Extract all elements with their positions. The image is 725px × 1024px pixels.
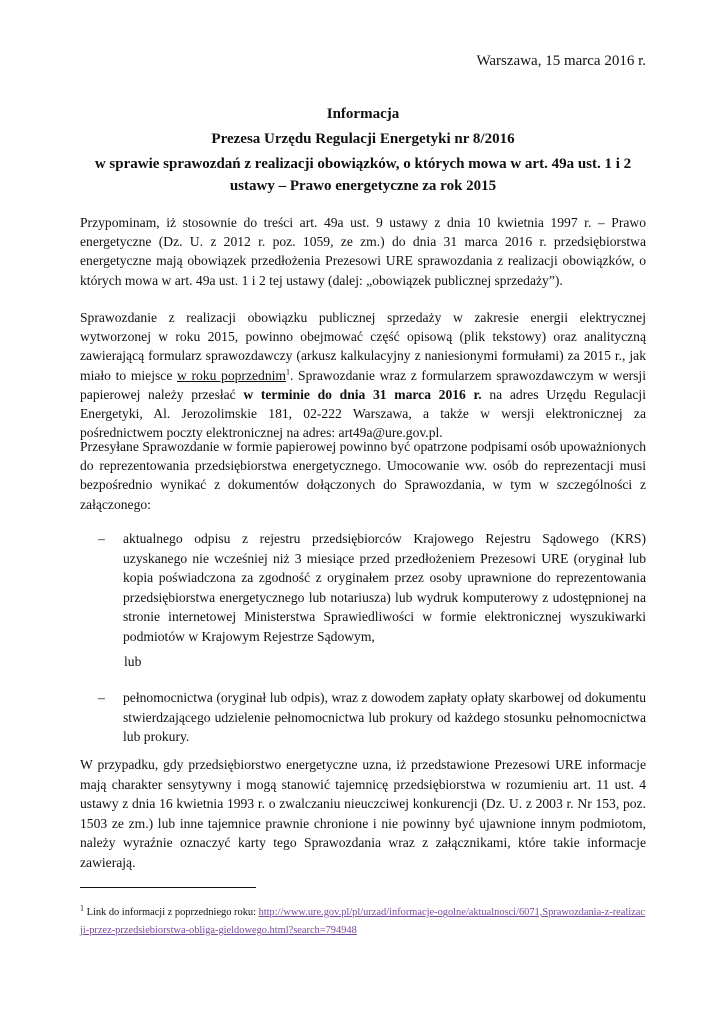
list-item	[80, 529, 646, 646]
document-heading	[80, 103, 646, 197]
document-date: Warszawa, 15 marca 2016 r.	[476, 53, 646, 69]
list-item-krs: aktualnego odpisu z rejestru przedsiębiorców Krajowego Rejestru Sądowego (KRS) uzyskanego nie wcześniej niż 3 miesiące przed przedłożeniem Prezesowi URE (oryginał lub kopia poświadczona za zgodność z oryginałem przez osoby uprawnione do reprezentowania przedsiębiorstwa energetycznego lub notariusza) lub wydruk komputerowy z udostępnionej na stronie internetowej Ministerstwa Sprawiedliwości w formie elektronicznej wyszukiwarki podmiotów w Krajowym Rejestrze Sądowym,	[123, 531, 646, 644]
dash-bullet: –	[98, 690, 105, 705]
footnote-ref[interactable]: 1	[285, 367, 290, 377]
list-separator: lub	[124, 654, 142, 669]
footnote-divider	[80, 887, 256, 888]
heading-subtitle: Prezesa Urzędu Regulacji Energetyki nr 8/2016	[211, 131, 515, 147]
paragraph-reminder: Przypominam, iż stosownie do treści art. 49a ust. 9 ustawy z dnia 10 kwietnia 1997 r. – Prawo energetyczne (Dz. U. z 2012 r. poz. 1059, ze zm.) do dnia 31 marca 2016 r. przedsiębiorstwa energetyczne mają obowiązek przedłożenia Prezesowi URE sprawozdania z realizacji obowiązków, o których mowa w art. 49a ust. 1 i 2 tej ustawy (dalej: „obowiązek publicznej sprzedaży”).	[80, 215, 646, 288]
footnote-number: 1	[80, 903, 84, 913]
paragraph-confidentiality: W przypadku, gdy przedsiębiorstwo energetyczne uzna, iż przedstawione Prezesowi URE informacje mają charakter sensytywny i mogą stanowić tajemnicę przedsiębiorstwa w rozumieniu art. 11 ust. 4 ustawy z dnia 16 kwietnia 1993 r. o zwalczaniu nieuczciwej konkurencji (Dz. U. z 2003 r. Nr 153, poz. 1503 ze zm.) lub inne tajemnice prawnie chronione i nie powinny być ujawnione innym podmiotom, należy wyraźnie oznaczyć karty tego Sprawozdania wraz z załącznikami, które takie informacje zawierają.	[80, 757, 646, 870]
list-item-power-of-attorney: pełnomocnictwa (oryginał lub odpis), wraz z dowodem zapłaty opłaty skarbowej od dokumentu stwierdzającego udzielenie pełnomocnictwa lub prokury od każdego stosunku pełnomocnictwa lub prokury.	[123, 690, 646, 744]
p2-text-1: Sprawozdanie z realizacji obowiązku publicznej sprzedaży w zakresie energii elektrycznej wytworzonej w roku 2015, powinno obejmować część opisową (plik tekstowy) oraz analityczną zawierającą formularz sprawozdawczy (arkusz kalkulacyjny z naniesionymi formułami) za 2015 r., jak miało to miejsce	[80, 310, 646, 383]
paragraph-signatures: Przesyłane Sprawozdanie w formie papierowej powinno być opatrzone podpisami osób upoważnionych do reprezentowania przedsiębiorstwa energetycznego. Umocowanie ww. osób do reprezentacji musi bezpośrednio wynikać z dokumentów dołączonych do Sprawozdania, w tym w szczególności z załączonego:	[80, 439, 646, 512]
footnote-link[interactable]: http://www.ure.gov.pl/pl/urzad/informacje-ogolne/aktualnosci/6071,Sprawozdania-z-realizacji-przez-przedsiebiorstwa-obliga-gieldowego.html?search=794948	[80, 907, 646, 936]
paragraph-report-requirements	[80, 308, 646, 442]
heading-title: Informacja	[326, 106, 400, 122]
heading-subject: w sprawie sprawozdań z realizacji obowiązków, o których mowa w art. 49a ust. 1 i 2 ustawy – Prawo energetyczne za rok 2015	[94, 156, 632, 194]
previous-year-link[interactable]: w roku poprzednim	[177, 367, 286, 383]
deadline-text: w terminie do dnia 31 marca 2016 r.	[243, 386, 482, 402]
list-item	[80, 688, 646, 747]
p2-text-2: . Sprawozdanie wraz z formularzem sprawozdawczym w wersji papierowej należy przesłać	[80, 367, 646, 402]
footnote-label: Link do informacji z poprzedniego roku:	[84, 907, 259, 918]
dash-bullet: –	[98, 531, 105, 546]
footnote	[80, 904, 646, 940]
p2-text-3: na adres Urzędu Regulacji Energetyki, Al. Jerozolimskie 181, 02-222 Warszawa, a także w wersji elektronicznej za pośrednictwem poczty elektronicznej na adres: art49a@ure.gov.pl.	[80, 386, 646, 441]
